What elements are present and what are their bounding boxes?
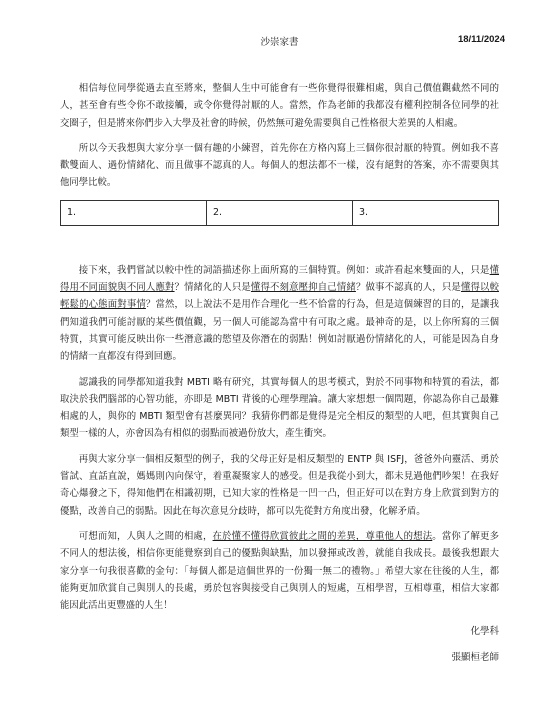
- letter-date: 18/11/2024: [457, 34, 505, 45]
- paragraph-5: 再與大家分享一個相反類型的例子，我的父母正好是相反類型的 ENTP 與 ISFJ，爸爸外向靈活、勇於嘗試、直話直說，媽媽則內向保守，着重凝聚家人的感受。但是我從小到大，都未見過他們吵架！在我好奇心爆發之下，得知他們在相識初期，已知大家的性格是一凹一凸，但正好可以在對方身上欣賞到對方的優點，改善自己的弱點。因此在每次意見分歧時，都可以先從對方角度出發，化解矛盾。: [60, 453, 499, 517]
- paragraph-3-part-a: 接下來，我們嘗試以較中性的詞語描述你上面所寫的三個特質。例如：或許看起來雙面的人，只是: [78, 264, 490, 276]
- signature-block: [60, 622, 499, 668]
- paragraph-2: 所以今天我想與大家分享一個有趣的小練習，首先你在方格內寫上三個你很討厭的特質。例如我不喜歡雙面人、過份情緒化、而且做事不認真的人。每個人的想法都不一樣，沒有絕對的答案，亦不需要與其他同學比較。: [60, 142, 499, 189]
- underlined-phrase-2: 懂得不刻意壓抑自己情緒: [250, 282, 356, 294]
- underlined-phrase-1: 懂得用不同面貌與不同人應對: [60, 264, 499, 294]
- answer-cell-1[interactable]: 1.: [61, 201, 207, 225]
- letter-header: [60, 32, 505, 50]
- letter-title: 沙崇家書: [260, 37, 299, 48]
- paragraph-6-part-b: 。當你了解更多不同人的想法後，相信你更能覺察到自己的優點與缺點，加以發揮或改善，就能自我成長。最後我想跟大家分享一句我很喜歡的金句：「每個人都是這個世界的一份獨一無二的禮物。」希望大家在往後的人生，都能夠更加欣賞自己與別人的長處，勇於包容與接受自己與別人的短處，互相學習，互相尊重，相信大家都能因此活出更豐盛的人生！: [60, 530, 499, 612]
- paragraph-3-part-c: ？做事不認真的人，只是: [355, 282, 461, 294]
- paragraph-3: [60, 262, 499, 366]
- answer-cell-3[interactable]: 3.: [359, 206, 369, 218]
- paragraph-6-part-a: 可想而知，人與人之間的相處，: [78, 530, 213, 542]
- underlined-phrase-4: 在於懂不懂得欣賞彼此之間的差異，尊重他人的想法: [212, 530, 433, 542]
- underlined-phrase-3: 懂得以較輕鬆的心態面對事情: [60, 282, 499, 311]
- signature-department: 化學科: [470, 626, 499, 638]
- paragraph-3-part-b: ？情緒化的人只是: [174, 282, 251, 294]
- answer-grid: [60, 200, 499, 226]
- paragraph-1: 相信每位同學從過去直至將來，整個人生中可能會有一些你覺得很難相處，與自己價值觀截然不同的人，甚至會有些令你不敢接觸，或令你覺得討厭的人。當然，作為老師的我都沒有權利控制各位同學的社交圈子，但是將來你們步入大學及社會的時候，仍然無可避免需要與自己性格很大差異的人相處。: [60, 83, 499, 129]
- paragraph-3-part-d: ？當然，以上說法不是用作合理化一些不恰當的行為，但是這個練習的目的，是讓我們知道我們可能討厭的某些價值觀，另一個人可能認為當中有可取之處。最神奇的是，以上你所寫的三個特質，其實可能反映出你一些潛意識的慾望及你潛在的弱點！例如討厭過份情緒化的人，可能是因為自身的情緒一直都沒有得到回應。: [60, 299, 499, 363]
- paragraph-4: 認識我的同學都知道我對 MBTI 略有研究，其實每個人的思考模式，對於不同事物和特質的看法，都取決於我們腦部的心智功能，亦即是 MBTI 背後的心理學理論。讓大家想想一個問題，你認為你自己最難相處的人，與你的 MBTI 類型會有甚麼異同？我猜你們都是覺得是完全相反的類型的人吧，但其實與自己類型一樣的人，亦會因為有相似的弱點而被過份放大，產生衝突。: [60, 376, 499, 440]
- answer-cell-2[interactable]: 2.: [207, 201, 353, 225]
- paragraph-6: [60, 528, 499, 614]
- signature-name: 張顯桓老師: [451, 652, 499, 664]
- letter-body: [60, 80, 499, 614]
